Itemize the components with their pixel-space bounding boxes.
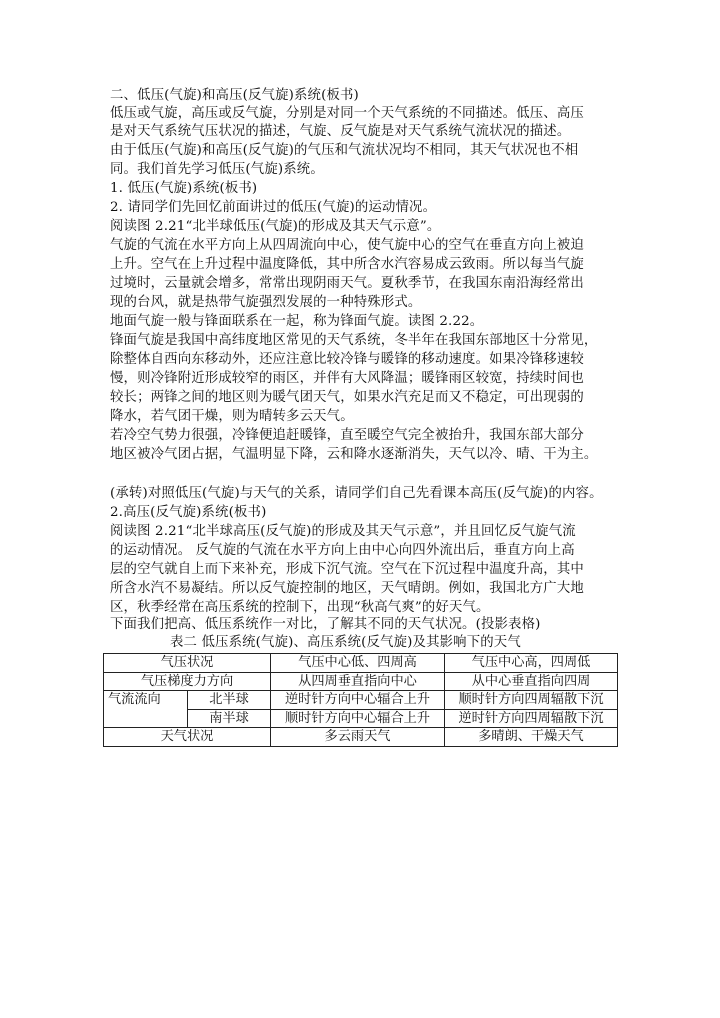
paragraph-line: 2. 请同学们先回忆前面讲过的低压(气旋)的运动情况。 [110, 200, 437, 215]
paragraph-line: 下面我们把高、低压系统作一对比，了解其不同的天气状况。(投影表格) [110, 617, 541, 632]
paragraph-line: 上升。空气在上升过程中温度降低，其中所含水汽容易成云致雨。所以每当气旋 [110, 257, 584, 272]
paragraph-line: 地区被冷气团占据，气温明显下降，云和降水逐渐消失，天气以冷、晴、干为主。 [110, 447, 598, 462]
table-cell: 气压梯度力方向 [104, 672, 271, 691]
table-cell-south: 南半球 [188, 709, 271, 728]
table-cell: 多云雨天气 [271, 728, 445, 747]
paragraph-line: 阅读图 2.21“北半球高压(反气旋)的形成及其天气示意”，并且回忆反气旋气流 [110, 524, 576, 539]
table-cell: 逆时针方向中心辐合上升 [271, 691, 445, 710]
table-row [104, 728, 618, 747]
subheading: 2.高压(反气旋)系统(板书) [110, 505, 267, 520]
table-row [104, 672, 618, 691]
table-row [104, 654, 618, 673]
paragraph-line: 由于低压(气旋)和高压(反气旋)的气压和气流状况均不相同，其天气状况也不相 [110, 143, 579, 158]
paragraph-line: 的运动情况。 反气旋的气流在水平方向上由中心向四外流出后，垂直方向上高 [110, 543, 575, 558]
paragraph-line: 同。我们首先学习低压(气旋)系统。 [110, 162, 324, 177]
table-cell-north: 北半球 [188, 691, 271, 710]
paragraph-line: 降水，若气团干燥，则为晴转多云天气。 [110, 409, 354, 424]
subheading: 1. 低压(气旋)系统(板书) [110, 181, 258, 196]
paragraph-line: 阅读图 2.21“北半球低压(气旋)的形成及其天气示意”。 [110, 219, 441, 234]
paragraph-line: 所含水汽不易凝结。所以反气旋控制的地区，天气晴朗。例如，我国北方广大地 [110, 581, 584, 596]
paragraph-line: 地面气旋一般与锋面联系在一起，称为锋面气旋。读图 2.22。 [110, 314, 484, 329]
table-cell: 气压中心高，四周低 [445, 654, 618, 673]
paragraph-line: 过境时，云量就会增多，常常出现阴雨天气。夏秋季节，在我国东南沿海经常出 [110, 276, 584, 291]
paragraph-line: 层的空气就自上而下来补充，形成下沉气流。空气在下沉过程中温度升高，其中 [110, 562, 584, 577]
table-cell: 顺时针方向四周辐散下沉 [445, 691, 618, 710]
table-cell: 从四周垂直指向中心 [271, 672, 445, 691]
table-cell: 顺时针方向中心辐合上升 [271, 709, 445, 728]
paragraph-line: 低压或气旋，高压或反气旋，分别是对同一个天气系统的不同描述。低压、高压 [110, 106, 584, 121]
weather-comparison-table [103, 653, 618, 747]
paragraph-line: 气旋的气流在水平方向上从四周流向中心，使气旋中心的空气在垂直方向上被迫 [110, 238, 584, 253]
paragraph-line: 慢，则冷锋附近形成较窄的雨区，并伴有大风降温；暖锋雨区较宽，持续时间也 [110, 371, 584, 386]
section-heading: 二、低压(气旋)和高压(反气旋)系统(板书) [110, 88, 359, 103]
paragraph-line: 锋面气旋是我国中高纬度地区常见的天气系统，冬半年在我国东部地区十分常见， [110, 333, 598, 348]
table-caption: 表二 低压系统(气旋)、高压系统(反气旋)及其影响下的天气 [170, 635, 521, 650]
table-cell-airflow: 气流流向 [104, 691, 188, 728]
paragraph-line: (承转)对照低压(气旋)与天气的关系，请同学们自己先看课本高压(反气旋)的内容。 [110, 486, 603, 501]
paragraph-line: 是对天气系统气压状况的描述，气旋、反气旋是对天气系统气流状况的描述。 [110, 124, 571, 139]
table-row [104, 691, 618, 710]
table-cell: 多晴朗、干燥天气 [445, 728, 618, 747]
paragraph-line: 较长；两锋之间的地区则为暖气团天气，如果水汽充足而又不稳定，可出现弱的 [110, 390, 584, 405]
table-cell: 气压状况 [104, 654, 271, 673]
paragraph-line: 除整体自西向东移动外，还应注意比较冷锋与暖锋的移动速度。如果冷锋移速较 [110, 352, 584, 367]
paragraph-line: 若冷空气势力很强，冷锋便追赶暖锋，直至暖空气完全被抬升，我国东部大部分 [110, 428, 584, 443]
paragraph-line: 区，秋季经常在高压系统的控制下，出现“秋高气爽”的好天气。 [110, 600, 490, 615]
table-cell: 逆时针方向四周辐散下沉 [445, 709, 618, 728]
table-cell: 从中心垂直指向四周 [445, 672, 618, 691]
table-cell: 气压中心低、四周高 [271, 654, 445, 673]
table-cell: 天气状况 [104, 728, 271, 747]
paragraph-line: 现的台风，就是热带气旋强烈发展的一种特殊形式。 [110, 295, 422, 310]
